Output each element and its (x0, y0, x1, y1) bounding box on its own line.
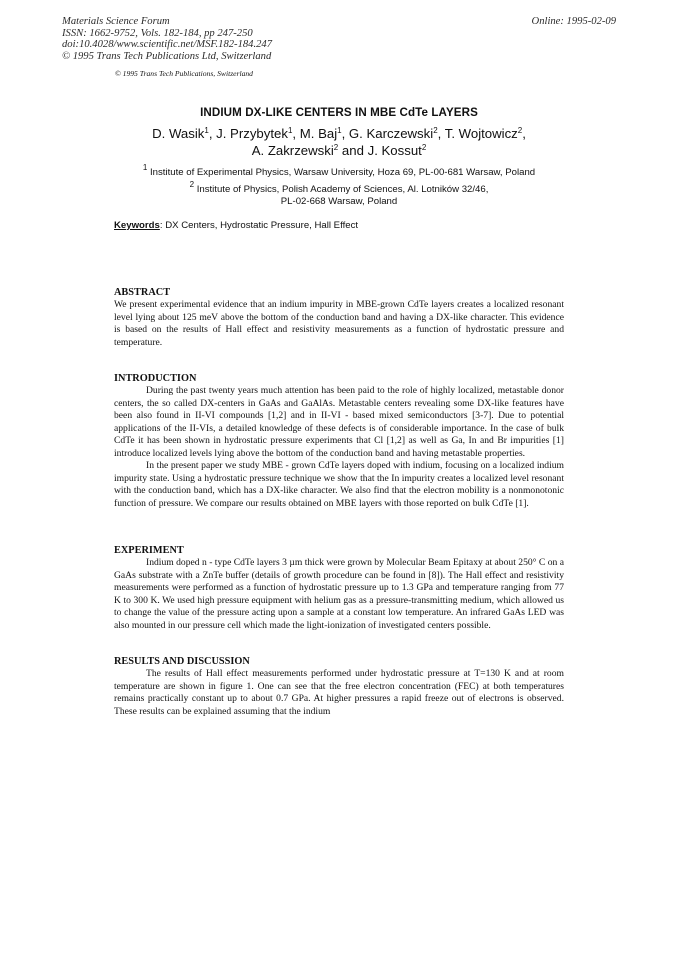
section-heading: ABSTRACT (114, 287, 171, 298)
author-affiliation-mark: 2 (333, 143, 339, 152)
results-section (114, 656, 564, 718)
paragraph: Indium doped n - type CdTe layers 3 µm thick were grown by Molecular Beam Epitaxy at about 250° C on a GaAs substrate with a ZnTe buffer (details of growth procedure can be found in [8]). The Hall effect and resistivity measurements were performed as a function of hydrostatic pressure up to 1.3 GPa and temperature ranging from 77 K to 300 K. We used high pressure equipment with helium gas as a pressure-transmitting medium, which allowed us to change the value of the pressure acting upon a sample at a constant low temperature. An infrared GaAs LED was also mounted in our pressure cell which made the light-ionization of investigated centers possible. (114, 557, 564, 631)
author-list (0, 125, 678, 159)
experiment-section (114, 545, 564, 632)
affiliation-2-line-1 (0, 180, 678, 196)
author-affiliation-mark: 2 (517, 126, 523, 135)
paper-title: INDIUM DX-LIKE CENTERS IN MBE CdTe LAYERS (200, 106, 478, 119)
journal-header (62, 16, 272, 62)
abstract-text: We present experimental evidence that an indium impurity in MBE-grown CdTe layers creates a localized resonant level lying about 125 meV above the bottom of the conduction band and having a DX-like character. This evidence is based on the results of Hall effect and resistivity measurements as a function of hydrostatic pressure and temperature. (114, 299, 564, 348)
keywords: Keywords: DX Centers, Hydrostatic Pressure, Hall Effect (114, 220, 359, 231)
paragraph: The results of Hall effect measurements performed under hydrostatic pressure at T=130 K and at room temperature are shown in figure 1. One can see that the free electron concentration (FEC) at both temperatures remains practically constant up to about 0.7 GPa. At higher pressures a rapid freeze out of electrons is observed. These results can be explained assuming that the indium (114, 668, 564, 717)
journal-name: Materials Science Forum (62, 16, 170, 27)
author-affiliation-mark: 2 (421, 143, 427, 152)
affiliation-1 (0, 163, 678, 178)
publisher-copyright: © 1995 Trans Tech Publications, Switzerland (115, 69, 253, 78)
author-conjunction: and (341, 143, 364, 158)
author-affiliation-mark: 1 (287, 126, 293, 135)
affiliation-text: Institute of Physics, Polish Academy of Sciences, Al. Lotników 32/46, (196, 184, 489, 195)
affiliation-2 (0, 180, 678, 208)
author-name: G. Karczewski (348, 126, 434, 141)
paragraph: During the past twenty years much attention has been paid to the role of highly localized, metastable donor centers, the so called DX-centers in GaAs and GaAlAs. Metastable centers revealing some DX-like features have been also found in II-VI compounds [1,2] and in II-VI - based mixed semiconductors [3-7]. Due to potential applications of the II-VIs, a detailed knowledge of these defects is of considerable importance. In the case of bulk CdTe it has been shown in hydrostatic pressure experiments that Cl [1,2] as well as Ga, In and Br impurities [1] introduce localized levels lying above the bottom of the conduction band and having metastable properties. (114, 385, 564, 459)
section-heading: RESULTS AND DISCUSSION (114, 656, 250, 667)
author-line-2 (0, 142, 678, 159)
section-heading: INTRODUCTION (114, 373, 197, 384)
doi-line: doi:10.4028/www.scientific.net/MSF.182-184.247 (62, 39, 272, 51)
issn-line: ISSN: 1662-9752, Vols. 182-184, pp 247-250 (62, 27, 253, 39)
copyright-line: © 1995 Trans Tech Publications Ltd, Switzerland (62, 50, 272, 62)
keywords-label: Keywords (114, 220, 160, 231)
author-name: J. Przybytek (216, 126, 288, 141)
affiliation-text: Institute of Experimental Physics, Warsaw University, Hoza 69, PL-00-681 Warsaw, Poland (149, 167, 536, 178)
affiliation-mark: 1 (142, 163, 148, 172)
affiliation-2-line-2: PL-02-668 Warsaw, Poland (280, 196, 398, 207)
author-line-1: D. Wasik$^1$, J. Przybytek$^1$, M. Baj$^1$, G. Karczewski$^2$, T. Wojtowicz$^2$, (152, 126, 526, 141)
online-date: Online: 1995-02-09 (531, 16, 616, 27)
author-affiliation-mark: 1 (337, 126, 342, 135)
author-name: M. Baj (299, 126, 338, 141)
author-name: J. Kossut (367, 143, 422, 158)
author-affiliation-mark: 1 (204, 126, 209, 135)
introduction-section (114, 373, 564, 510)
author-name: T. Wojtowicz (444, 126, 518, 141)
section-heading: EXPERIMENT (114, 545, 184, 556)
abstract-section (114, 287, 564, 349)
author-name: D. Wasik (152, 126, 205, 141)
affiliation-mark: 2 (189, 180, 195, 189)
keywords-text: DX Centers, Hydrostatic Pressure, Hall Effect (165, 220, 359, 231)
author-name: A. Zakrzewski (251, 143, 334, 158)
paragraph: In the present paper we study MBE - grown CdTe layers doped with indium, focusing on a localized indium impurity state. Using a hydrostatic pressure technique we show that the In impurity creates a localized level resonant with the conduction band, which has a DX-like character. We also find that the electron mobility is a nonmonotonic function of pressure. We compare our results obtained on MBE layers with those reported on bulk CdTe [1]. (114, 460, 564, 509)
author-affiliation-mark: 2 (433, 126, 438, 135)
